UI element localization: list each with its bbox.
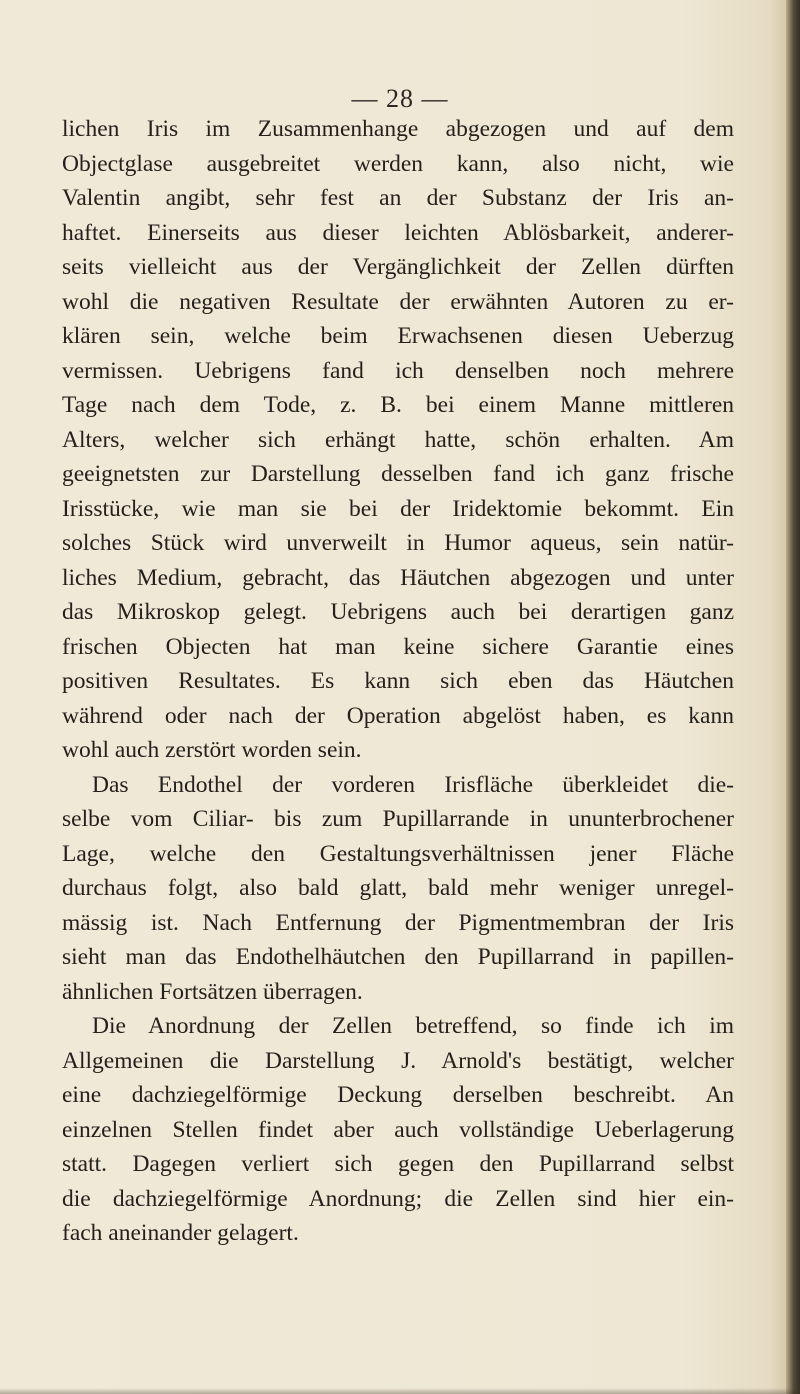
text-line: frischen Objecten hat man keine sichere Garantie eines: [62, 633, 734, 660]
text-line: seits vielleicht aus der Vergänglichkeit der Zellen dürften: [62, 254, 734, 280]
text-line: mässig ist. Nach Entfernung der Pigmentmembran der Iris: [62, 909, 734, 936]
text-line: durchaus folgt, also bald glatt, bald mehr weniger unregel-: [62, 875, 734, 901]
text-line: liches Medium, gebracht, das Häutchen abgezogen und unter: [62, 564, 734, 591]
text-line: selbe vom Ciliar- bis zum Pupillarrande in ununterbrochener: [62, 806, 734, 832]
text-line: während oder nach der Operation abgelöst haben, es kann: [62, 702, 734, 729]
paragraph-end-line: ähnlichen Fortsätzen überragen.: [62, 978, 363, 1005]
page-bottom-shadow: [0, 1388, 800, 1394]
text-line: die dachziegelförmige Anordnung; die Zellen sind hier ein-: [62, 1185, 734, 1212]
text-line: Valentin angibt, sehr fest an der Substanz der Iris an-: [62, 185, 734, 211]
text-line: sieht man das Endothelhäutchen den Pupillarrand in papillen-: [62, 944, 734, 970]
paragraph-end-line: fach aneinander gelagert.: [62, 1220, 299, 1246]
text-line: solches Stück wird unverweilt in Humor aqueus, sein natür-: [62, 530, 734, 556]
paragraph-end-line: wohl auch zerstört worden sein.: [62, 737, 362, 763]
text-line: Objectglase ausgebreitet werden kann, also nicht, wie: [62, 150, 734, 177]
paragraph-start-line: Die Anordnung der Zellen betreffend, so finde ich im: [92, 1013, 734, 1039]
text-line: Alters, welcher sich erhängt hatte, schön erhalten. Am: [62, 426, 734, 453]
text-line: klären sein, welche beim Erwachsenen diesen Ueberzug: [62, 323, 734, 349]
text-line: eine dachziegelförmige Deckung derselben beschreibt. An: [62, 1082, 734, 1108]
text-line: wohl die negativen Resultate der erwähnten Autoren zu er-: [62, 288, 734, 315]
text-line: Lage, welche den Gestaltungsverhältnissen jener Fläche: [62, 840, 734, 867]
text-line: Tage nach dem Tode, z. B. bei einem Manne mittleren: [62, 392, 734, 418]
text-line: das Mikroskop gelegt. Uebrigens auch bei derartigen ganz: [62, 599, 734, 625]
text-line: geeignetsten zur Darstellung desselben fand ich ganz frische: [62, 461, 734, 487]
text-line: statt. Dagegen verliert sich gegen den Pupillarrand selbst: [62, 1151, 734, 1177]
text-line: haftet. Einerseits aus dieser leichten Ablösbarkeit, anderer-: [62, 219, 734, 246]
text-line: einzelnen Stellen findet aber auch vollständige Ueberlagerung: [62, 1116, 734, 1143]
page-binding-shadow: [786, 0, 800, 1394]
paragraph-start-line: Das Endothel der vorderen Irisfläche überkleidet die-: [92, 771, 734, 798]
text-line: positiven Resultates. Es kann sich eben das Häutchen: [62, 668, 734, 694]
text-line: Allgemeinen die Darstellung J. Arnold's bestätigt, welcher: [62, 1047, 734, 1074]
page-number: — 28 —: [351, 84, 449, 113]
body-text: [62, 112, 734, 1251]
text-line: vermissen. Uebrigens fand ich denselben noch mehrere: [62, 357, 734, 384]
text-line: lichen Iris im Zusammenhange abgezogen und auf dem: [62, 116, 734, 142]
text-line: Irisstücke, wie man sie bei der Iridektomie bekommt. Ein: [62, 495, 734, 522]
